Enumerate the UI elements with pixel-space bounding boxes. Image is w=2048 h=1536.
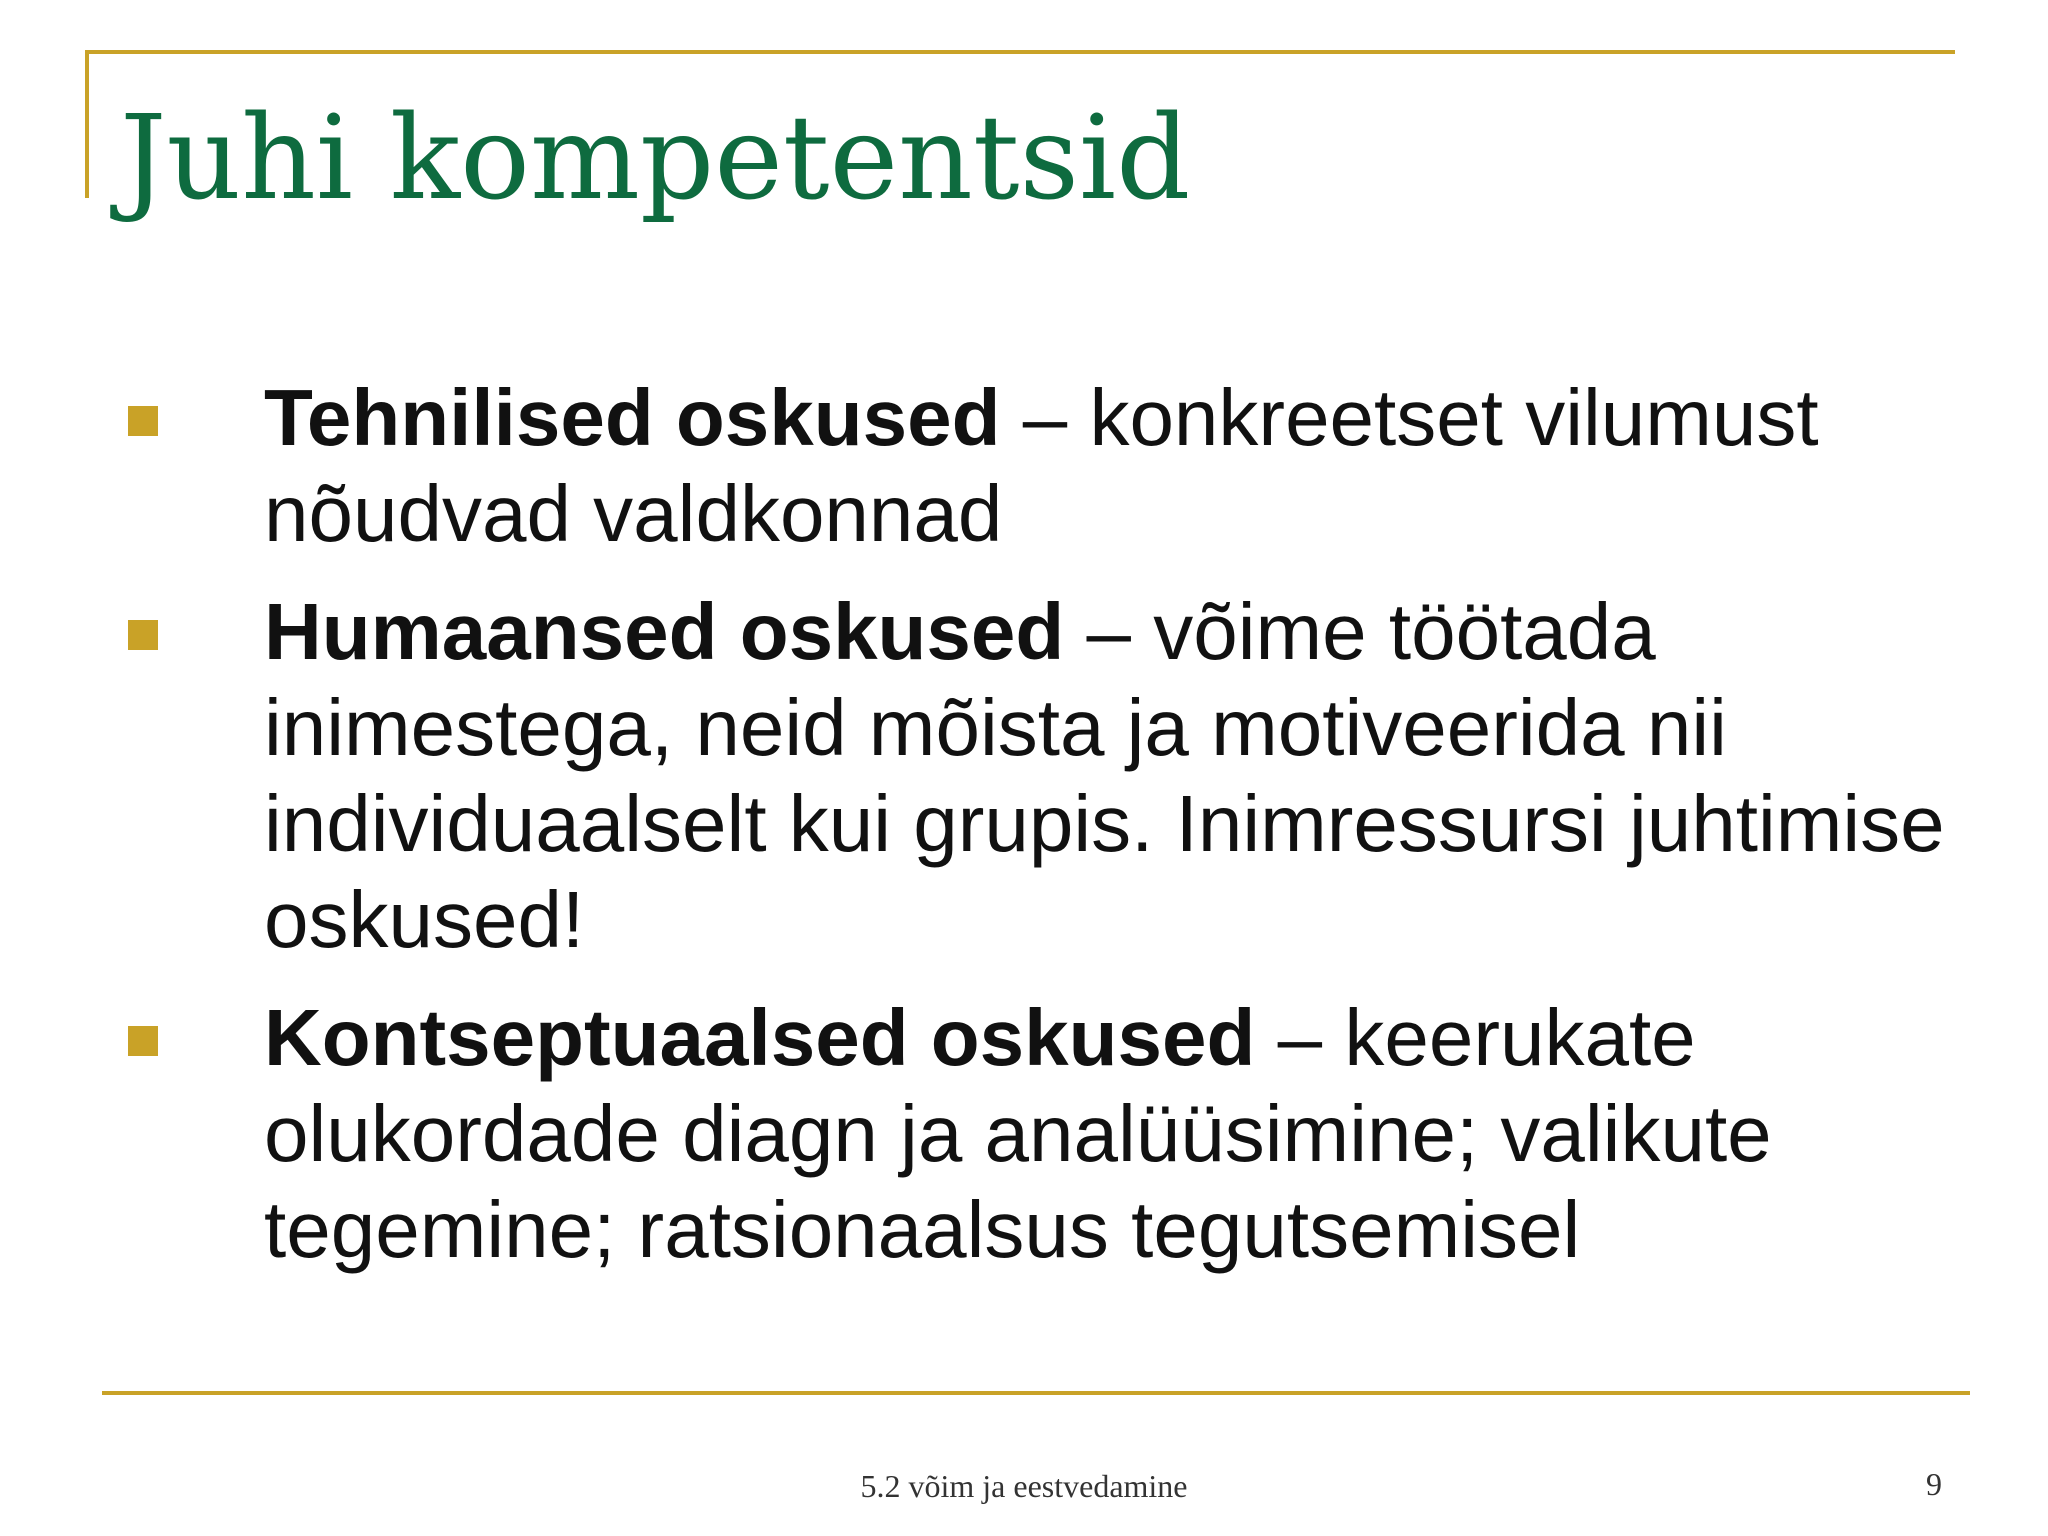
bullet-separator: – [1255, 993, 1345, 1082]
square-bullet-icon [128, 406, 158, 436]
bullet-item-technical [0, 370, 2048, 562]
page-number: 9 [1926, 1466, 1942, 1502]
bullet-term: Tehnilised oskused [264, 373, 1001, 462]
bullet-item-human [0, 584, 2048, 968]
bullet-separator: – [1000, 373, 1090, 462]
top-frame-line [85, 50, 1955, 54]
bullet-list [0, 370, 2048, 1300]
bullet-term: Kontseptuaalsed oskused [264, 993, 1256, 1082]
bottom-frame-line [102, 1391, 1970, 1395]
slide-title: Juhi kompetentsid [120, 91, 1191, 226]
bullet-item-conceptual [0, 990, 2048, 1278]
left-frame-line [85, 50, 89, 198]
bullet-separator: – [1064, 587, 1154, 676]
square-bullet-icon [128, 1026, 158, 1056]
bullet-text: keerukate olukordade diagn ja analüüsimine; valikute tegemine; ratsionaalsus tegutsemisel [264, 993, 1772, 1274]
bullet-text: konkreetset vilumust nõudvad valdkonnad [264, 373, 1819, 558]
square-bullet-icon [128, 620, 158, 650]
bullet-text: võime töötada inimestega, neid mõista ja motiveerida nii individuaalselt kui grupis. Inimressursi juhtimise oskused! [264, 587, 1945, 964]
bullet-term: Humaansed oskused [264, 587, 1065, 676]
slide-footer: 5.2 võim ja eestvedamine [860, 1468, 1188, 1504]
